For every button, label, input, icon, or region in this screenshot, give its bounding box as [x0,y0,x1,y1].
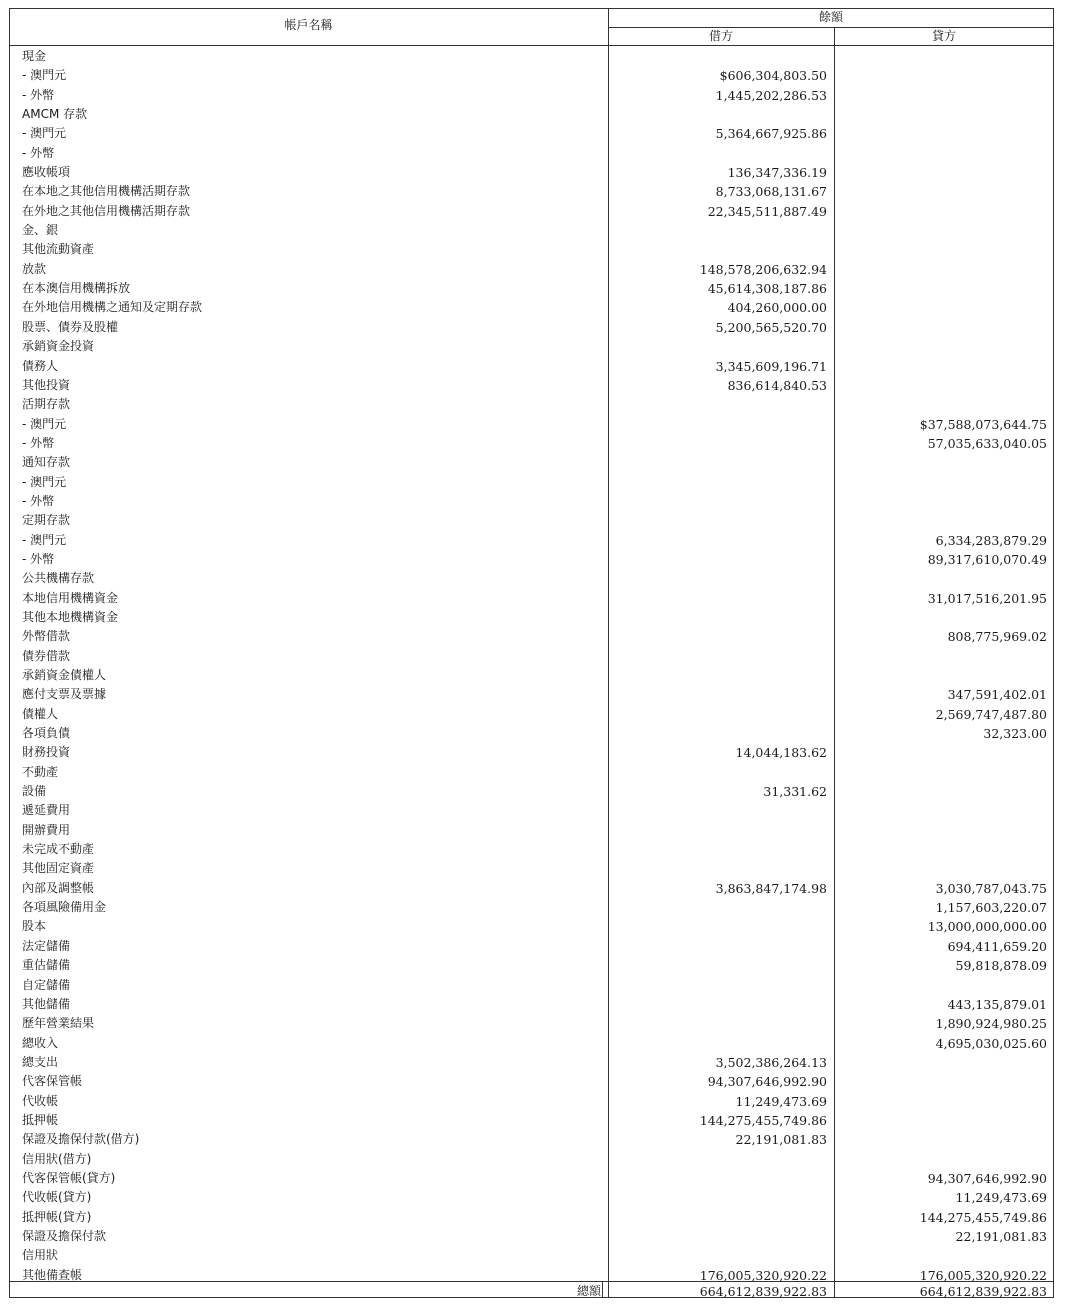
table-row [9,840,1054,859]
table-row [9,743,1054,762]
debit-amount: 144,275,455,749.86 [699,1112,827,1128]
account-name: - 外幣 [22,493,55,508]
table-row [9,1092,1054,1111]
table-row [9,956,1054,975]
table-row [9,240,1054,259]
total-row [9,1283,1054,1302]
table-row [9,124,1054,143]
debit-amount: 3,502,386,264.13 [715,1054,827,1070]
debit-amount: 836,614,840.53 [727,377,827,393]
table-row [9,298,1054,317]
credit-amount: 31,017,516,201.95 [927,590,1047,606]
trial-balance-sheet [9,8,1057,1302]
table-row [9,763,1054,782]
balance-header-underline [608,27,1054,28]
table-row [9,801,1054,820]
account-name: 總支出 [22,1054,59,1069]
credit-amount: 808,775,969.02 [947,629,1047,645]
debit-amount: 148,578,206,632.94 [699,261,827,277]
credit-amount: 144,275,455,749.86 [919,1209,1047,1225]
account-name: 承銷資金債權人 [22,668,107,682]
table-row [9,511,1054,530]
account-name: 開辦費用 [22,822,71,837]
account-name: 通知存款 [22,455,71,470]
debit-amount: 22,191,081.83 [735,1132,827,1148]
table-row [9,724,1054,743]
total-debit: 664,612,839,922.83 [699,1284,827,1299]
credit-amount: 1,157,603,220.07 [935,900,1047,916]
credit-amount: 3,030,787,043.75 [935,880,1047,896]
table-row [9,1208,1054,1227]
table-row [9,937,1054,956]
account-name: 代收帳(貸方) [22,1190,92,1205]
account-name: 應收帳項 [22,165,71,180]
table-row [9,86,1054,105]
table-row [9,47,1054,66]
account-name: 財務投資 [22,745,71,760]
account-name: 其他投資 [22,377,71,392]
account-name: - 澳門元 [22,474,67,489]
table-row [9,705,1054,724]
account-name: 其他儲備 [22,996,71,1011]
credit-amount: 59,818,878.09 [955,958,1047,974]
debit-amount: 22,345,511,887.49 [707,203,827,219]
account-name: - 澳門元 [22,532,67,547]
table-row [9,569,1054,588]
credit-amount: 6,334,283,879.29 [935,532,1047,548]
credit-amount: 4,695,030,025.60 [935,1035,1047,1051]
account-name: 在本地之其他信用機構活期存款 [22,184,191,199]
credit-amount: 13,000,000,000.00 [927,919,1047,935]
account-name: 信用狀(借方) [22,1151,92,1166]
table-row [9,666,1054,685]
account-name: 債券借款 [22,648,71,663]
header-bottom-line [9,45,1054,46]
account-name: 其他備查帳 [22,1267,83,1282]
account-name: 歷年營業結果 [22,1016,95,1031]
debit-amount: $606,304,803.50 [719,68,827,84]
table-row [9,1150,1054,1169]
table-row [9,995,1054,1014]
credit-amount: 347,591,402.01 [947,687,1047,703]
account-name: 未完成不動產 [22,842,95,857]
credit-amount: 32,323.00 [983,726,1047,742]
account-name: 保證及擔保付款(借方) [22,1132,140,1147]
credit-amount: 2,569,747,487.80 [935,706,1047,722]
table-row [9,318,1054,337]
table-row [9,376,1054,395]
table-row [9,182,1054,201]
table-row [9,473,1054,492]
table-row [9,1169,1054,1188]
account-name: 信用狀 [22,1248,59,1263]
account-name: 債務人 [22,358,59,373]
account-name: 應付支票及票據 [22,687,107,702]
credit-amount: 89,317,610,070.49 [927,551,1047,567]
table-row [9,1246,1054,1265]
table-row [9,550,1054,569]
account-name: - 澳門元 [22,68,67,83]
account-name: - 澳門元 [22,126,67,141]
account-name: 股票、債券及股權 [22,319,119,334]
credit-amount: $37,588,073,644.75 [919,416,1047,432]
account-name: 各項風險備用金 [22,900,107,915]
credit-amount: 1,890,924,980.25 [935,1016,1047,1032]
table-row [9,976,1054,995]
table-row [9,434,1054,453]
table-row [9,1130,1054,1149]
account-name: 股本 [22,919,47,934]
account-name: 活期存款 [22,397,71,412]
account-name: 外幣借款 [22,629,71,644]
account-name: 代收帳 [22,1093,59,1108]
table-row [9,1014,1054,1033]
credit-amount: 443,135,879.01 [947,996,1047,1012]
account-name: 自定儲備 [22,977,71,992]
account-rows [9,47,1054,1285]
account-name: 債權人 [22,706,59,721]
debit-header: 借方 [708,29,733,43]
account-name: 放款 [22,261,47,276]
debit-amount: 45,614,308,187.86 [707,281,827,297]
debit-amount: 5,200,565,520.70 [715,319,827,335]
account-name: - 澳門元 [22,416,67,431]
account-name: 內部及調整帳 [22,880,95,895]
table-row [9,782,1054,801]
table-row [9,917,1054,936]
credit-amount: 11,249,473.69 [955,1190,1047,1206]
debit-amount: 11,249,473.69 [735,1093,827,1109]
table-row [9,66,1054,85]
account-name: 總收入 [22,1035,59,1050]
account-name: - 外幣 [22,551,55,566]
table-row [9,1053,1054,1072]
account-name: 在外地信用機構之通知及定期存款 [22,300,203,315]
account-name: 代客保管帳(貸方) [22,1170,116,1185]
total-label: 總額 [576,1284,601,1298]
account-name: 公共機構存款 [22,571,95,586]
account-name: 各項負債 [22,726,71,741]
account-name: 金、銀 [22,223,59,238]
debit-amount: 3,863,847,174.98 [715,880,827,896]
balance-header: 餘額 [818,10,843,24]
credit-amount: 57,035,633,040.05 [927,435,1047,451]
table-row [9,1072,1054,1091]
debit-amount: 176,005,320,920.22 [699,1267,827,1283]
table-row [9,685,1054,704]
table-row [9,1188,1054,1207]
credit-amount: 94,307,646,992.90 [927,1170,1047,1186]
table-row [9,202,1054,221]
account-name: 法定儲備 [22,938,71,953]
table-row [9,279,1054,298]
table-row [9,415,1054,434]
account-name: 在外地之其他信用機構活期存款 [22,203,191,218]
credit-header: 貸方 [931,29,956,43]
account-name: 保證及擔保付款 [22,1228,107,1243]
account-name: 現金 [22,49,47,63]
table-row [9,1111,1054,1130]
account-name: 其他流動資產 [22,242,95,257]
table-row [9,395,1054,414]
debit-amount: 31,331.62 [763,784,827,800]
table-row [9,898,1054,917]
table-row [9,453,1054,472]
table-row [9,821,1054,840]
table-row [9,260,1054,279]
table-row [9,531,1054,550]
table-row [9,492,1054,511]
table-row [9,221,1054,240]
credit-amount: 22,191,081.83 [955,1228,1047,1244]
account-name: 不動產 [22,764,59,779]
account-name: - 外幣 [22,435,55,450]
account-name: 在本澳信用機構拆放 [22,281,131,296]
account-name: 其他本地機構資金 [22,609,119,624]
account-name: 遞延費用 [22,803,71,818]
account-name: 重估儲備 [22,958,71,973]
total-credit: 664,612,839,922.83 [919,1284,1047,1299]
debit-amount: 14,044,183.62 [735,745,827,761]
table-row [9,647,1054,666]
debit-amount: 5,364,667,925.86 [715,126,827,142]
account-name: 代客保管帳 [22,1074,83,1089]
table-row [9,144,1054,163]
account-name: 其他固定資產 [22,861,95,876]
debit-amount: 8,733,068,131.67 [715,184,827,200]
debit-amount: 136,347,336.19 [727,165,827,181]
table-row [9,859,1054,878]
account-name: 設備 [22,784,47,799]
debit-amount: 404,260,000.00 [727,300,827,316]
table-row [9,105,1054,124]
table-row [9,337,1054,356]
account-name: 定期存款 [22,513,71,528]
table-row [9,627,1054,646]
account-name: 抵押帳(貸方) [22,1209,92,1224]
debit-amount: 1,445,202,286.53 [715,87,827,103]
table-row [9,608,1054,627]
table-row [9,357,1054,376]
account-name: 本地信用機構資金 [22,590,119,605]
table-row [9,879,1054,898]
account-name: 承銷資金投資 [22,339,95,354]
table-row [9,1227,1054,1246]
account-name: 抵押帳 [22,1112,59,1127]
account-name: - 外幣 [22,87,55,102]
debit-amount: 3,345,609,196.71 [715,358,827,374]
account-name: AMCM 存款 [22,107,88,122]
credit-amount: 176,005,320,920.22 [919,1267,1047,1283]
table-row [9,163,1054,182]
credit-amount: 694,411,659.20 [947,938,1047,954]
account-name: - 外幣 [22,145,55,160]
debit-amount: 94,307,646,992.90 [707,1074,827,1090]
table-row [9,1034,1054,1053]
table-row [9,589,1054,608]
account-name-header: 帳戶名稱 [284,18,333,32]
